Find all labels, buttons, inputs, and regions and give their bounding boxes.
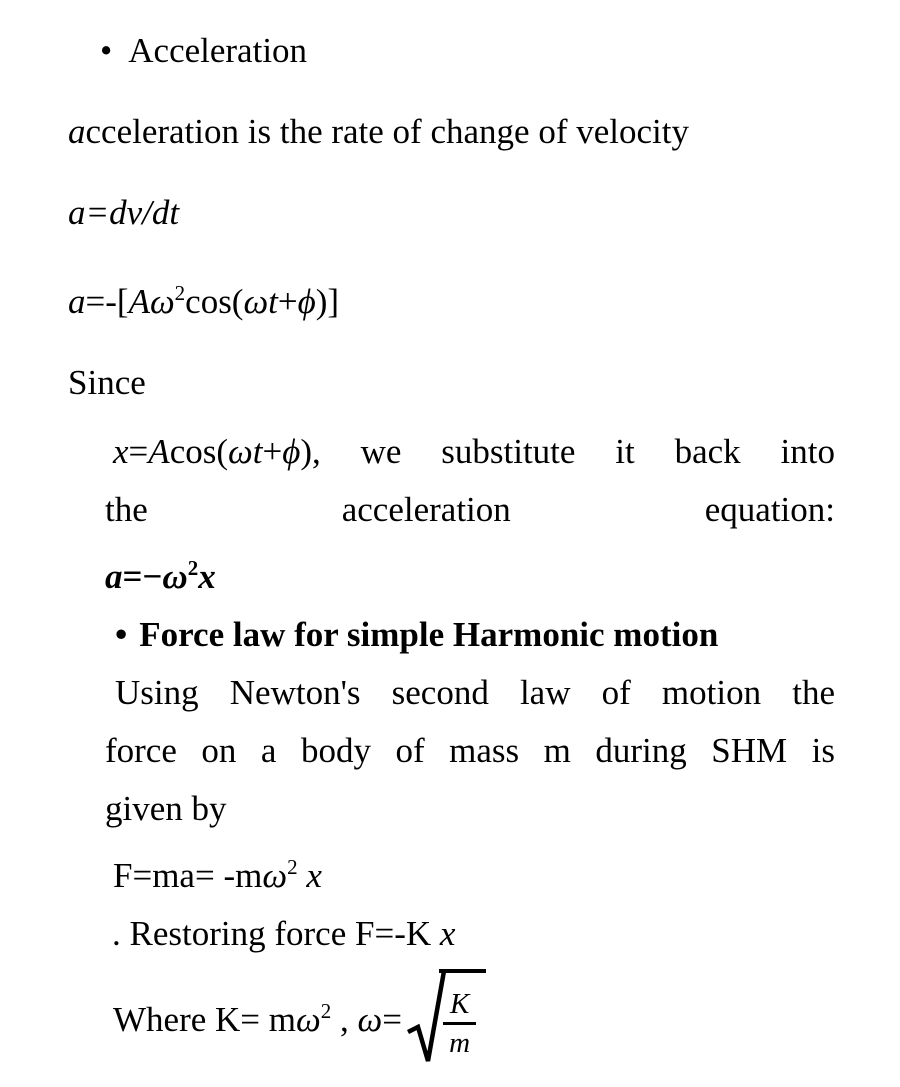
acceleration-definition: acceleration is the rate of change of velocity: [68, 112, 689, 151]
heading-acceleration: [68, 10, 835, 91]
substitute-line-2: the acceleration equation:: [105, 490, 835, 529]
equation-f-ma: $F=ma= -m\omega^2$ x: [113, 855, 322, 895]
where-k-line: [105, 963, 835, 1075]
fraction-k-over-m: [443, 988, 476, 1058]
heading-acceleration-label: Acceleration: [128, 31, 308, 70]
fraction-denominator: m: [449, 1027, 471, 1059]
indented-block: [105, 423, 835, 1075]
newton-line-3: given by: [105, 789, 227, 828]
heading-force-law-label: Force law for simple Harmonic motion: [139, 615, 719, 654]
since-label: Since: [68, 363, 146, 402]
bullet-icon: •: [115, 615, 128, 654]
equation-a-omega2x: $a=-\omega^2x$: [105, 556, 216, 596]
heading-force-law: [105, 606, 835, 664]
top-section: [68, 10, 835, 423]
substitute-line-1: x=Acos(ωt+ϕ), we substitute it back into: [113, 432, 835, 471]
restoring-force-line: . Restoring force F=-K x: [112, 914, 456, 953]
radicand: [439, 969, 486, 1069]
bullet-icon: •: [100, 31, 113, 70]
square-root: [406, 969, 486, 1069]
equation-a-cos: $a=-[A\omega^2\cos(\omega t+\phi)]$: [68, 281, 340, 321]
newton-line-1: Using Newton's second law of motion the: [115, 673, 835, 712]
equation-a-dvdt: a=dv/dt: [68, 193, 180, 232]
newton-line-2: force on a body of mass m during SHM is: [105, 731, 835, 770]
fraction-numerator: K: [449, 988, 470, 1020]
where-k-formula: Where $K= m\omega^2$ , ω=: [113, 998, 402, 1039]
